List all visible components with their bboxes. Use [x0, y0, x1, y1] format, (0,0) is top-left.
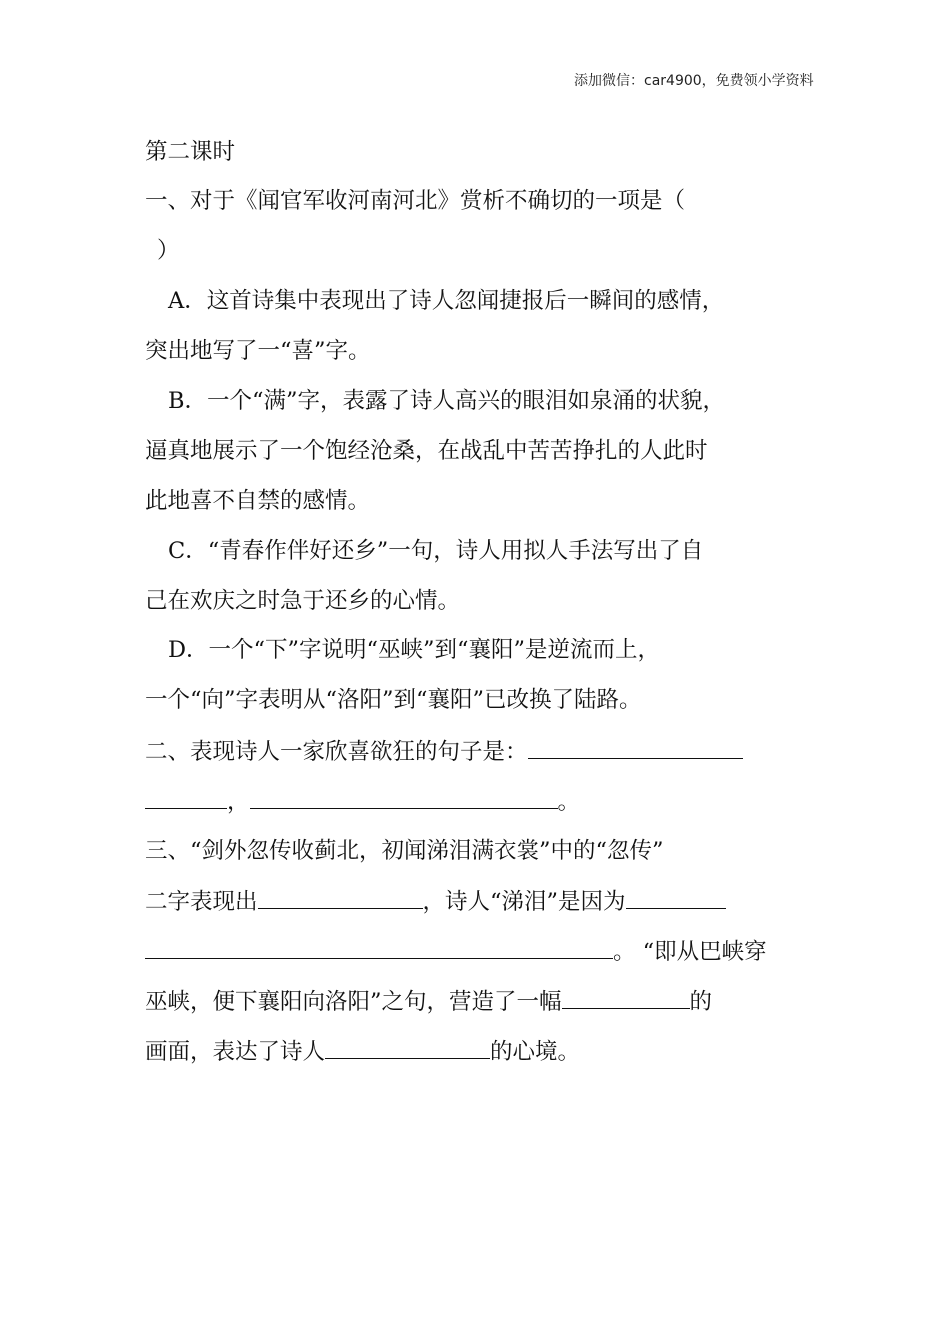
q3-line3 [145, 936, 767, 967]
q2-blank-2[interactable] [250, 786, 558, 809]
q1-stem: 一、对于《闻官军收河南河北》赏析不确切的一项是（ [145, 188, 686, 214]
q3-line1: 三、“剑外忽传收蓟北，初闻涕泪满衣裳”中的“忽传” [145, 838, 664, 864]
q1-option-c-line1: C．“青春作伴好还乡”一句，诗人用拟人手法写出了自 [168, 538, 704, 564]
q1-stem-end: ） [157, 238, 180, 264]
q3-text-d: 巫峡，便下襄阳向洛阳”之句，营造了一幅 [145, 989, 562, 1015]
header-note: 添加微信：car4900，免费领小学资料 [574, 73, 814, 89]
q1-option-a-line2: 突出地写了一“喜”字。 [145, 338, 371, 364]
q2-period: 。 [557, 789, 581, 815]
q3-blank-1[interactable] [258, 886, 423, 909]
q2-comma: ， [227, 789, 250, 815]
q3-blank-2-cont[interactable] [145, 936, 613, 959]
q1-option-b-line2: 逼真地展示了一个饱经沧桑，在战乱中苦苦挣扎的人此时 [145, 438, 708, 464]
q1-option-d-line1: D．一个“下”字说明“巫峡”到“襄阳”是逆流而上， [168, 637, 661, 663]
q1-option-a-line1: A．这首诗集中表现出了诗人忽闻捷报后一瞬间的感情， [168, 288, 725, 314]
q3-blank-2[interactable] [626, 886, 726, 909]
q2-line2 [145, 786, 580, 817]
q3-blank-4[interactable] [325, 1036, 490, 1059]
q3-blank-3[interactable] [562, 986, 690, 1009]
q1-option-b-line3: 此地喜不自禁的感情。 [145, 488, 371, 514]
q3-text-g: 的心境。 [490, 1039, 581, 1065]
q1-option-b-line1: B．一个“满”字，表露了诗人高兴的眼泪如泉涌的状貌， [168, 388, 726, 414]
q1-option-c-line2: 己在欢庆之时急于还乡的心情。 [145, 588, 461, 614]
q3-text-b: ，诗人“涕泪”是因为 [422, 889, 626, 915]
q3-text-a: 二字表现出 [145, 889, 258, 915]
q2-stem: 二、表现诗人一家欣喜欲狂的句子是： [145, 739, 528, 765]
q3-line2 [145, 886, 726, 917]
q2-line1 [145, 736, 743, 767]
lesson-title: 第二课时 [145, 139, 236, 165]
q1-option-d-line2: 一个“向”字表明从“洛阳”到“襄阳”已改换了陆路。 [145, 687, 642, 713]
q3-text-f: 画面，表达了诗人 [145, 1039, 326, 1065]
q2-blank-1[interactable] [528, 736, 743, 759]
q3-line5 [145, 1036, 580, 1067]
q3-text-c: 。 “即从巴峡穿 [613, 939, 767, 965]
q3-line4 [145, 986, 712, 1017]
q2-blank-1-cont[interactable] [145, 786, 227, 809]
q3-text-e: 的 [689, 989, 713, 1015]
